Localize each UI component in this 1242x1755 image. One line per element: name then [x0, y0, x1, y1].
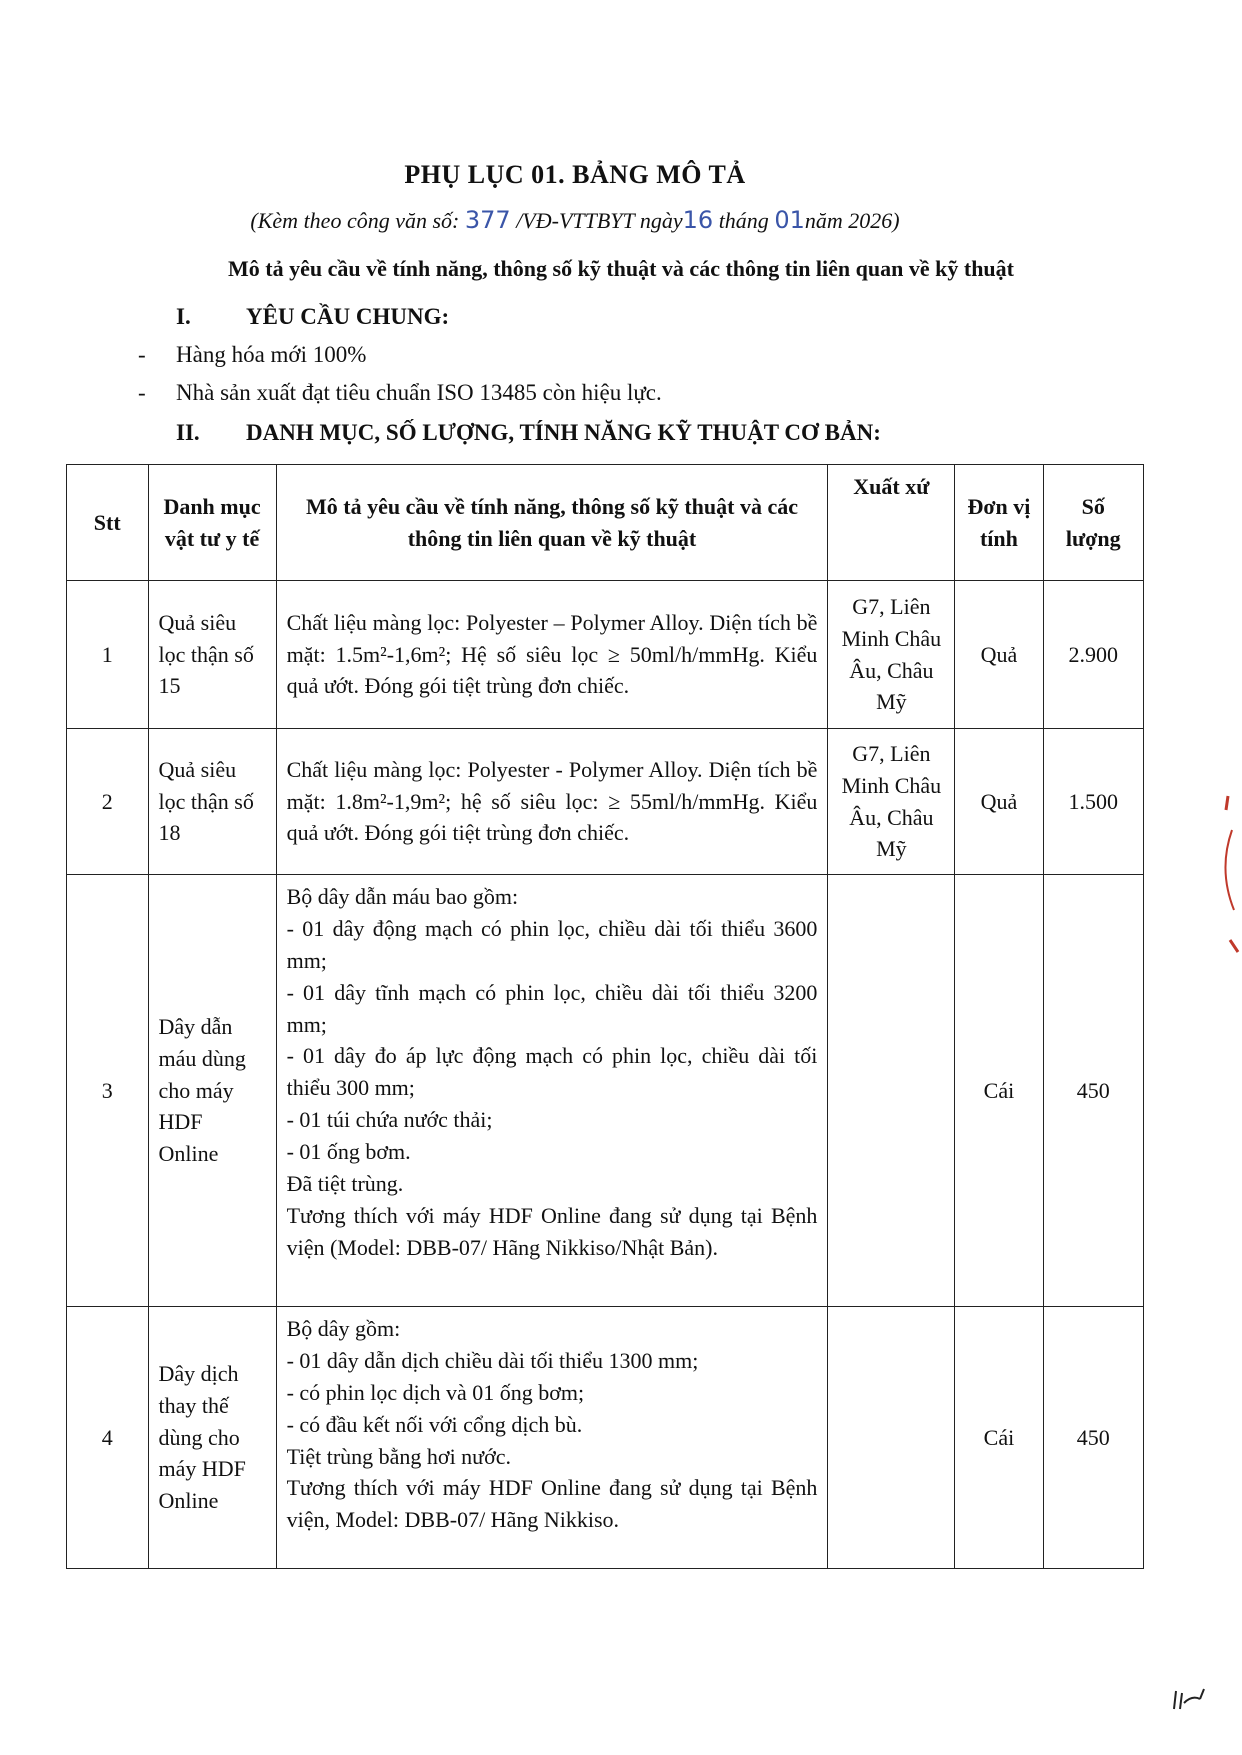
handwritten-day: 16: [682, 206, 714, 234]
cell-quantity: 2.900: [1043, 581, 1143, 729]
section-number: II.: [176, 420, 200, 445]
cell-origin: [828, 875, 955, 1307]
section-number: I.: [176, 304, 191, 329]
cell-unit: Quả: [955, 729, 1043, 875]
cell-quantity: 450: [1043, 1307, 1143, 1569]
requirement-item: - Hàng hóa mới 100%: [138, 342, 367, 367]
header-name: Danh mục vật tư y tế: [148, 465, 276, 581]
cell-stt: 1: [67, 581, 149, 729]
section-label: YÊU CẦU CHUNG:: [246, 304, 450, 329]
cell-name: Quả siêu lọc thận số 15: [148, 581, 276, 729]
header-quantity: Số lượng: [1043, 465, 1143, 581]
handwritten-month: 01: [774, 206, 805, 234]
header-unit: Đơn vị tính: [955, 465, 1043, 581]
cell-name: Dây dẫn máu dùng cho máy HDF Online: [148, 875, 276, 1307]
ref-suffix: năm 2026): [804, 208, 900, 233]
ref-middle: /VĐ-VTTBYT ngày: [510, 208, 683, 233]
cell-origin: [828, 1307, 955, 1569]
cell-stt: 4: [67, 1307, 149, 1569]
cell-description: Chất liệu màng lọc: Polyester – Polymer Alloy. Diện tích bề mặt: 1.5m²-1,6m²; Hệ số siêu lọc ≥ 50ml/h/mmHg. Kiểu quả ướt. Đóng gói tiệt trùng đơn chiếc.: [276, 581, 828, 729]
cell-unit: Cái: [955, 875, 1043, 1307]
initials-signature: [1170, 1685, 1210, 1715]
cell-stt: 2: [67, 729, 149, 875]
cell-name: Quả siêu lọc thận số 18: [148, 729, 276, 875]
cell-name: Dây dịch thay thế dùng cho máy HDF Online: [148, 1307, 276, 1569]
cell-stt: 3: [67, 875, 149, 1307]
section-label: DANH MỤC, SỐ LƯỢNG, TÍNH NĂNG KỸ THUẬT CƠ BẢN:: [246, 420, 881, 445]
cell-description: Chất liệu màng lọc: Polyester - Polymer Alloy. Diện tích bề mặt: 1.8m²-1,9m²; hệ số siêu lọc: ≥ 55ml/h/mmHg. Kiểu quả ướt. Đóng gói tiệt trùng đơn chiếc.: [276, 729, 828, 875]
cell-unit: Cái: [955, 1307, 1043, 1569]
header-stt: Stt: [67, 465, 149, 581]
document-heading: Mô tả yêu cầu về tính năng, thông số kỹ thuật và các thông tin liên quan về kỹ thuật: [227, 256, 1014, 281]
handwritten-doc-number: 377: [464, 206, 511, 234]
cell-description: Bộ dây dẫn máu bao gồm: - 01 dây động mạch có phin lọc, chiều dài tối thiểu 3600 mm; - 01 dây tĩnh mạch có phin lọc, chiều dài tối thiểu 3200 mm; - 01 dây đo áp lực động mạch có phin lọc, chiều dài tối thiểu 300 mm; - 01 túi chứa nước thải; - 01 ống bơm. Đã tiệt trùng. Tương thích với máy HDF Online đang sử dụng tại Bệnh viện (Model: DBB-07/ Hãng Nikkiso/Nhật Bản).: [276, 875, 828, 1307]
ref-prefix: (Kèm theo công văn số:: [250, 208, 465, 233]
cell-origin: G7, Liên Minh Châu Âu, Châu Mỹ: [828, 729, 955, 875]
cell-origin: G7, Liên Minh Châu Âu, Châu Mỹ: [828, 581, 955, 729]
table-row: [67, 581, 1144, 729]
table-row: [67, 729, 1144, 875]
section-general-requirements: [176, 304, 449, 330]
ref-month-label: tháng: [713, 208, 775, 233]
cell-quantity: 1.500: [1043, 729, 1143, 875]
header-origin: Xuất xứ: [828, 465, 955, 581]
supplies-table: [66, 464, 1144, 1569]
page-title: PHỤ LỤC 01. BẢNG MÔ TẢ: [404, 160, 746, 189]
section-catalog: [176, 420, 881, 446]
cell-description: Bộ dây gồm: - 01 dây dẫn dịch chiều dài tối thiểu 1300 mm; - có phin lọc dịch và 01 ống bơm; - có đầu kết nối với cổng dịch bù. Tiệt trùng bằng hơi nước. Tương thích với máy HDF Online đang sử dụng tại Bệnh viện, Model: DBB-07/ Hãng Nikkiso.: [276, 1307, 828, 1569]
table-header-row: [67, 465, 1144, 581]
margin-stamp-mark: [1210, 790, 1240, 960]
cell-unit: Quả: [955, 581, 1043, 729]
table-row: [67, 875, 1144, 1307]
table-row: [67, 1307, 1144, 1569]
cell-quantity: 450: [1043, 875, 1143, 1307]
document-reference: [0, 206, 1150, 234]
requirement-item: - Nhà sản xuất đạt tiêu chuẩn ISO 13485 còn hiệu lực.: [138, 380, 662, 405]
header-description: Mô tả yêu cầu về tính năng, thông số kỹ thuật và các thông tin liên quan về kỹ thuật: [276, 465, 828, 581]
